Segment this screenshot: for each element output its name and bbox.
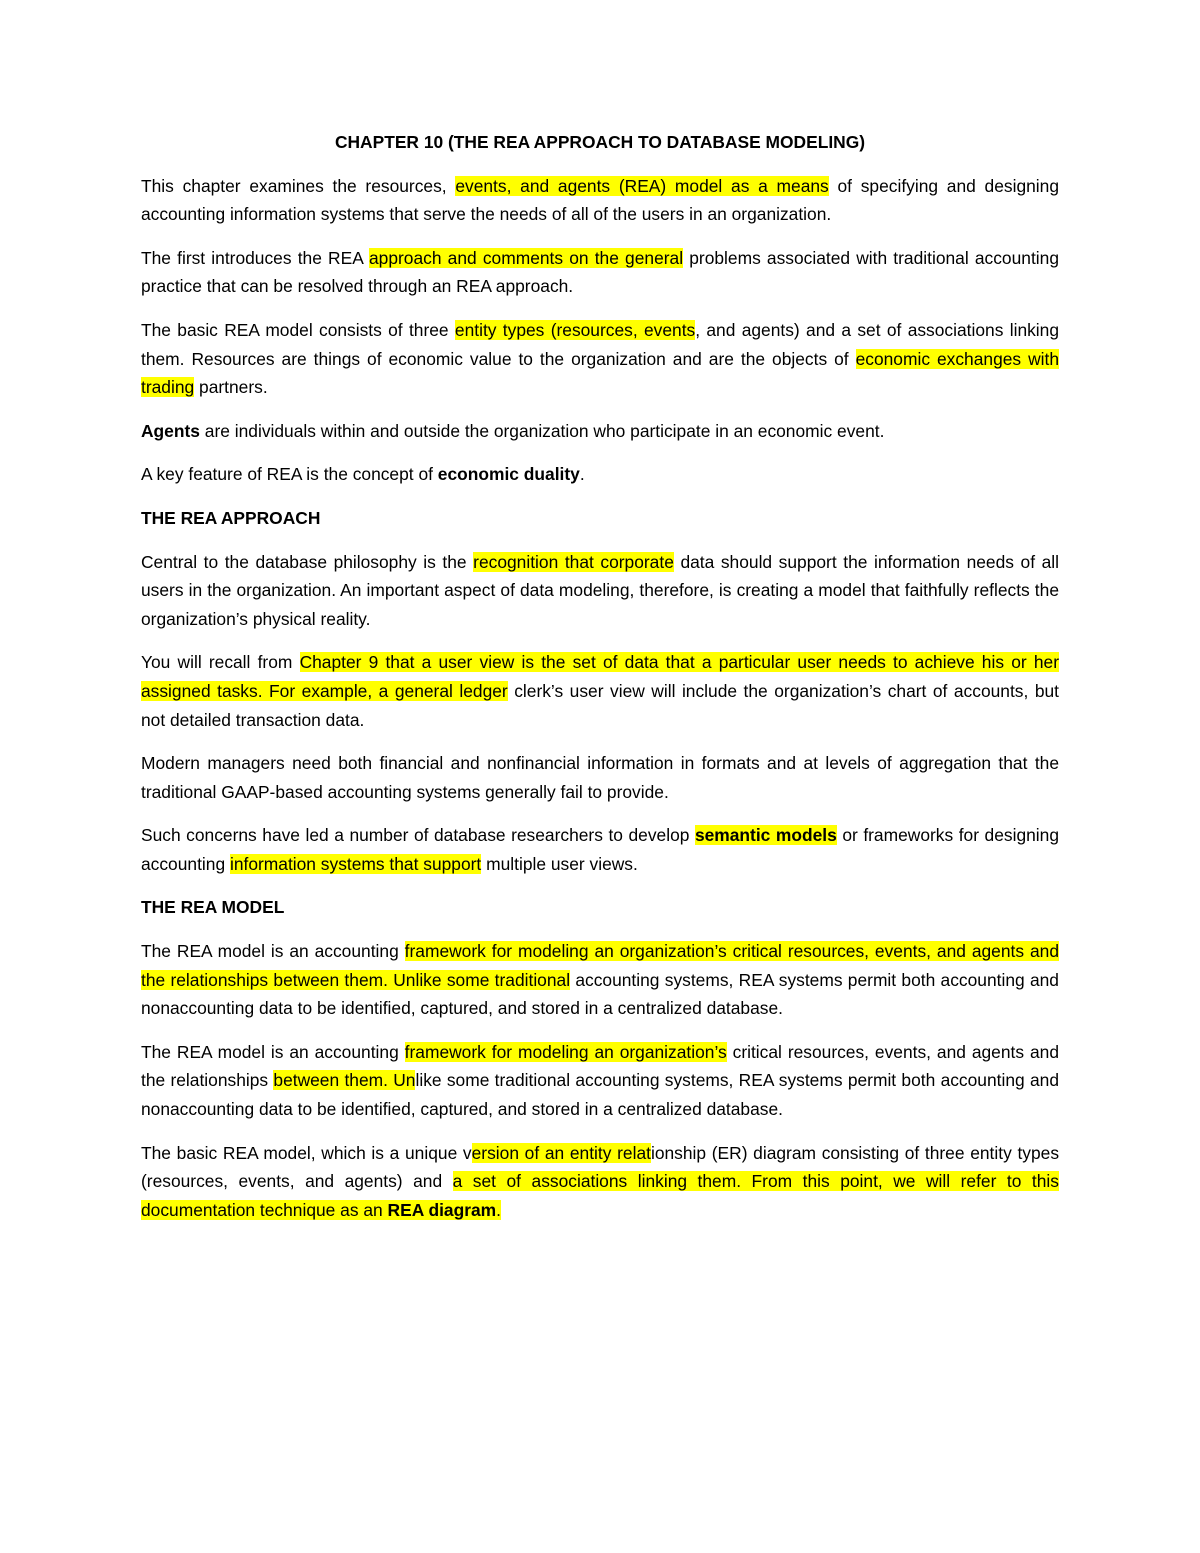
paragraph-rea-model-1 xyxy=(141,937,1059,1023)
text-run: Such concerns have led a number of database researchers to develop xyxy=(141,825,695,846)
text-run: The basic REA model consists of three xyxy=(141,319,455,340)
text-run: Central to the database philosophy is the xyxy=(141,551,474,572)
text-run: of specifying and designing accounting information systems that serve the needs of all of the users in an organization. xyxy=(141,175,1059,225)
text-run: Modern managers need both financial and nonfinancial information in formats and at levels of aggregation that the traditional GAAP-based accounting systems generally fail to provide. xyxy=(141,753,1059,802)
document-page xyxy=(141,128,1059,1239)
bold-term: economic duality xyxy=(437,464,580,485)
highlighted-text: approach and comments on the general xyxy=(369,247,684,268)
chapter-title: CHAPTER 10 (THE REA APPROACH TO DATABASE MODELING) xyxy=(334,132,866,152)
highlighted-text: information systems that support xyxy=(229,853,482,874)
text-run: problems associated with traditional accounting practice that can be resolved through an REA approach. xyxy=(141,247,1059,297)
text-run: ionship (ER) diagram consisting of three entity types (resources, events, and agents) and xyxy=(141,1142,1060,1192)
highlighted-text: economic exchanges with trading xyxy=(141,348,1060,398)
text-run: partners. xyxy=(194,377,268,398)
text-run: clerk’s user view will include the organization’s chart of accounts, but not detailed transaction data. xyxy=(141,680,1059,730)
text-run: . xyxy=(579,464,585,485)
section-heading-rea-approach: THE REA APPROACH xyxy=(141,507,321,528)
paragraph-intro xyxy=(141,172,1059,229)
text-run: or frameworks for designing accounting xyxy=(141,825,1059,874)
paragraph-basic-model xyxy=(141,316,1059,402)
bold-term: Agents xyxy=(141,420,200,441)
highlighted-bold-term: REA diagram xyxy=(387,1199,497,1220)
text-run: are individuals within and outside the organization who participate in an economic event. xyxy=(199,420,885,441)
highlighted-text: Chapter 9 that a user view is the set of data that a particular user needs to achieve his or her assigned tasks. For example, a general ledger xyxy=(141,652,1059,701)
paragraph-key-feature xyxy=(141,460,1059,489)
highlighted-text: semantic models xyxy=(694,825,837,846)
highlighted-text: framework for modeling an organization’s xyxy=(404,1041,727,1062)
paragraph-agents xyxy=(141,417,1059,446)
paragraph-rea-diagram xyxy=(141,1139,1059,1225)
text-run: A key feature of REA is the concept of xyxy=(141,464,438,485)
text-run: like some traditional accounting systems, REA systems permit both accounting and nonaccounting data to be identified, captured, and stored in a centralized database. xyxy=(141,1070,1059,1120)
paragraph-rea-model-2 xyxy=(141,1038,1059,1124)
highlighted-text: a set of associations linking them. From this point, we will refer to this documentation technique as an xyxy=(141,1171,1059,1220)
highlighted-text: events, and agents (REA) model as a means xyxy=(455,175,829,196)
text-run: The basic REA model, which is a unique v xyxy=(141,1142,472,1163)
text-run: accounting systems, REA systems permit both accounting and nonaccounting data to be identified, captured, and stored in a centralized database. xyxy=(141,969,1059,1019)
text-run: data should support the information needs of all users in the organization. An important aspect of data modeling, therefore, is creating a model that faithfully reflects the organization’s physical reality. xyxy=(141,551,1060,629)
paragraph-concerns xyxy=(141,821,1059,878)
highlighted-text: . xyxy=(496,1199,501,1220)
highlighted-text: framework for modeling an organization’s critical resources, events, and agents and the relationships between them. Unlike some traditional xyxy=(141,941,1059,990)
text-run: You will recall from xyxy=(141,652,300,673)
text-run: , and agents) and a set of associations linking them. Resources are things of economic value to the organization and are the objects of xyxy=(141,319,1060,369)
paragraph-first-introduces xyxy=(141,244,1059,301)
highlighted-text: entity types (resources, events xyxy=(454,319,696,340)
text-run: The first introduces the REA xyxy=(141,247,369,268)
paragraph-user-view xyxy=(141,648,1059,734)
paragraph-modern-managers xyxy=(141,749,1059,806)
highlighted-text: between them. Un xyxy=(273,1070,416,1091)
section-heading-rea-model: THE REA MODEL xyxy=(141,897,285,918)
text-run: The REA model is an accounting xyxy=(141,941,405,962)
text-run: This chapter examines the resources, xyxy=(141,175,456,196)
highlighted-text: recognition that corporate xyxy=(473,551,674,572)
highlighted-text: ersion of an entity relat xyxy=(471,1142,651,1163)
text-run: multiple user views. xyxy=(481,853,638,874)
paragraph-central xyxy=(141,548,1059,634)
text-run: critical resources, events, and agents and the relationships xyxy=(141,1041,1059,1091)
text-run: The REA model is an accounting xyxy=(141,1041,405,1062)
